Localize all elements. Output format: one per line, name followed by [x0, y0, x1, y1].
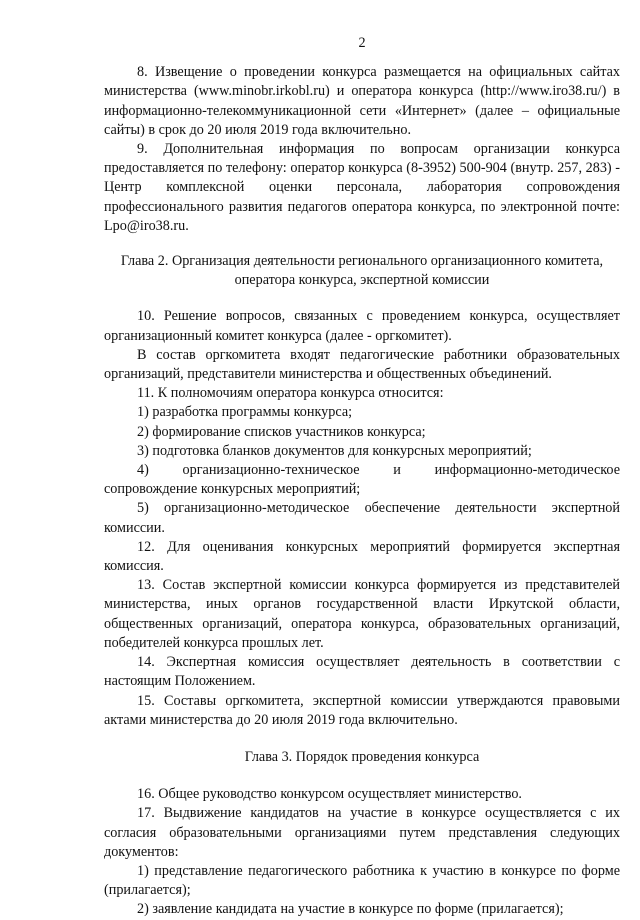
paragraph-10: 10. Решение вопросов, связанных с проведением конкурса, осуществляет организационный комитет конкурса (далее - оргкомитет).	[104, 308, 620, 344]
paragraph-orgcommittee-composition: В состав оргкомитета входят педагогические работники образовательных организаций, представители министерства и общественных объединений.	[104, 346, 620, 383]
paragraph-13: 13. Состав экспертной комиссии конкурса формируется из представителей министерства, иных органов государственной власти Иркутской области, общественных организаций, оператора конкурса, образовательных организаций, победителей конкурса прошлых лет.	[104, 577, 620, 651]
list-item-17-2: 2) заявление кандидата на участие в конкурсе по форме (прилагается);	[137, 901, 564, 918]
list-item-11-2: 2) формирование списков участников конкурса;	[137, 423, 426, 440]
list-item-17-1: 1) представление педагогического работника к участию в конкурсе по форме (прилагается);	[104, 862, 620, 899]
paragraph-17: 17. Выдвижение кандидатов на участие в конкурсе осуществляется с их согласия образовательными организациями путем представления следующих документов:	[104, 805, 620, 860]
list-item-11-3: 3) подготовка бланков документов для конкурсных мероприятий;	[137, 442, 532, 459]
paragraph-8: 8. Извещение о проведении конкурса размещается на официальных сайтах министерства (www.minobr.irkobl.ru) и оператора конкурса (http://www.iro38.ru/) в информационно-телекоммуникационной сети «Интернет» (далее – официальные сайты) в срок до 20 июля 2019 года включительно.	[104, 64, 620, 138]
chapter-2-heading: Глава 2. Организация деятельности регионального организационного комитета, оператора конкурса, экспертной комиссии	[120, 253, 604, 289]
paragraph-12: 12. Для оценивания конкурсных мероприятий формируется экспертная комиссия.	[104, 538, 620, 575]
paragraph-15: 15. Составы оргкомитета, экспертной комиссии утверждаются правовыми актами министерства до 20 июля 2019 года включительно.	[104, 692, 620, 728]
list-item-11-5: 5) организационно-методическое обеспечение деятельности экспертной комиссии.	[104, 500, 620, 536]
paragraph-16: 16. Общее руководство конкурсом осуществляет министерство.	[137, 786, 522, 803]
paragraph-14: 14. Экспертная комиссия осуществляет деятельность в соответствии с настоящим Положением.	[104, 654, 620, 690]
paragraph-9: 9. Дополнительная информация по вопросам организации конкурса предоставляется по телефону: оператор конкурса (8-3952) 500-904 (внутр. 257, 283) - Центр комплексной оценки персонала, лаборатория сопровождения профессионального развития педагогов оператора конкурса, по электронной почте: Lpo@iro38.ru.	[104, 141, 620, 234]
page-number: 2	[358, 35, 366, 51]
document-page	[104, 34, 620, 920]
paragraph-11: 11. К полномочиям оператора конкурса относится:	[137, 385, 444, 402]
chapter-3-heading: Глава 3. Порядок проведения конкурса	[244, 748, 480, 765]
list-item-11-4: 4) организационно-техническое и информационно-методическое сопровождение конкурсных мероприятий;	[104, 462, 620, 498]
list-item-11-1: 1) разработка программы конкурса;	[137, 404, 353, 421]
